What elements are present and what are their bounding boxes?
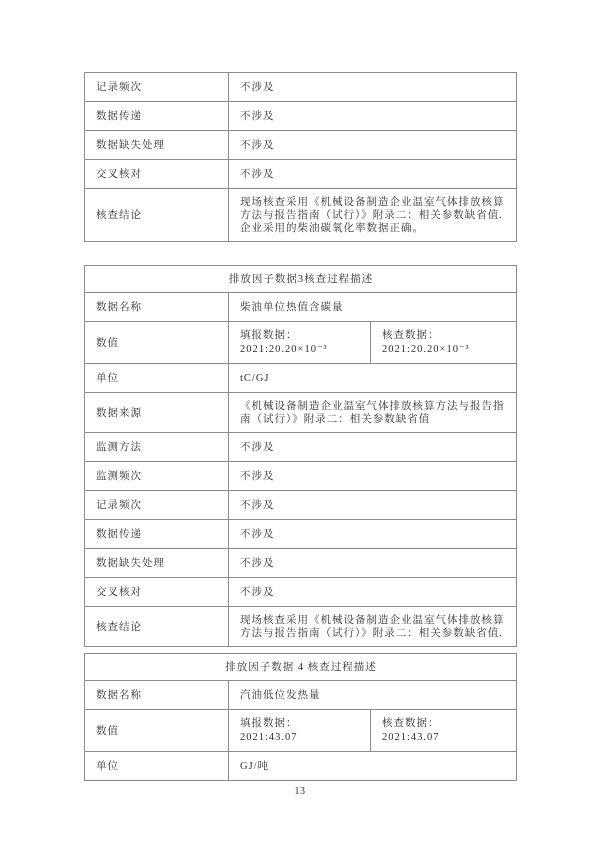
cell-value: 2021:43.07 <box>382 732 440 743</box>
row-value: 不涉及 <box>229 102 517 131</box>
row-label: 记录频次 <box>85 73 229 102</box>
row-label: 单位 <box>85 752 229 781</box>
row-label: 单位 <box>85 364 229 393</box>
table-verification-continued <box>84 72 516 242</box>
table-row <box>85 189 517 242</box>
row-label: 记录频次 <box>85 491 229 520</box>
table-row <box>85 73 517 102</box>
table-emission-factor-data-3 <box>84 265 516 647</box>
row-value: 不涉及 <box>229 549 517 578</box>
table-row <box>85 549 517 578</box>
row-value: 不涉及 <box>229 160 517 189</box>
row-value: 现场核查采用《机械设备制造企业温室气体排放核算方法与报告指南（试行）》附录二：相关参数缺省值.企业采用的柴油碳氧化率数据正确。 <box>229 189 517 242</box>
reported-data-cell <box>229 322 371 364</box>
verification-table-continued <box>84 72 517 242</box>
table-row <box>85 462 517 491</box>
row-label: 数据来源 <box>85 393 229 433</box>
row-label: 数据传递 <box>85 102 229 131</box>
row-value: 汽油低位发热量 <box>229 681 517 710</box>
row-label: 数据名称 <box>85 293 229 322</box>
row-value: 不涉及 <box>229 433 517 462</box>
table-row <box>85 491 517 520</box>
cell-value: 2021:20.20×10⁻³ <box>240 344 328 355</box>
row-label: 数值 <box>85 322 229 364</box>
cell-heading: 填报数据： <box>240 718 298 729</box>
row-value: 不涉及 <box>229 491 517 520</box>
row-label: 核查结论 <box>85 189 229 242</box>
row-value: tC/GJ <box>229 364 517 393</box>
verified-data-cell <box>371 710 517 752</box>
row-label: 数据缺失处理 <box>85 131 229 160</box>
cell-value: 2021:20.20×10⁻³ <box>382 344 470 355</box>
table-row <box>85 364 517 393</box>
row-value: GJ/吨 <box>229 752 517 781</box>
row-value: 不涉及 <box>229 578 517 607</box>
row-label: 数据名称 <box>85 681 229 710</box>
row-label: 数据传递 <box>85 520 229 549</box>
row-value: 不涉及 <box>229 131 517 160</box>
row-value: 不涉及 <box>229 520 517 549</box>
row-label: 数据缺失处理 <box>85 549 229 578</box>
table-row <box>85 710 517 752</box>
emission-factor-data-4 <box>84 653 517 781</box>
table-title: 排放因子数据 4 核查过程描述 <box>85 654 517 681</box>
row-value: 《机械设备制造企业温室气体排放核算方法与报告指南（试行）》附录二：相关参数缺省值 <box>229 393 517 433</box>
row-label: 数值 <box>85 710 229 752</box>
row-value: 不涉及 <box>229 73 517 102</box>
row-label: 交叉核对 <box>85 578 229 607</box>
page-number: 13 <box>294 786 306 797</box>
table-title-row <box>85 266 517 293</box>
table-row <box>85 578 517 607</box>
table-row <box>85 520 517 549</box>
cell-heading: 核查数据： <box>382 718 440 729</box>
table-row <box>85 681 517 710</box>
table-title: 排放因子数据3核查过程描述 <box>85 266 517 293</box>
table-row <box>85 322 517 364</box>
table-row <box>85 131 517 160</box>
table-row <box>85 102 517 131</box>
row-value: 柴油单位热值含碳量 <box>229 293 517 322</box>
table-row <box>85 293 517 322</box>
reported-data-cell <box>229 710 371 752</box>
row-label: 监测频次 <box>85 462 229 491</box>
table-row <box>85 160 517 189</box>
table-row <box>85 393 517 433</box>
cell-heading: 填报数据： <box>240 330 298 341</box>
table-row <box>85 607 517 647</box>
table-row <box>85 433 517 462</box>
emission-factor-data-3 <box>84 265 517 647</box>
row-label: 交叉核对 <box>85 160 229 189</box>
table-emission-factor-data-4 <box>84 653 516 781</box>
row-label: 核查结论 <box>85 607 229 647</box>
row-value: 现场核查采用《机械设备制造企业温室气体排放核算方法与报告指南（试行）》附录二：相关参数缺省值. <box>229 607 517 647</box>
cell-heading: 核查数据： <box>382 330 440 341</box>
row-label: 监测方法 <box>85 433 229 462</box>
table-row <box>85 752 517 781</box>
cell-value: 2021:43.07 <box>240 732 298 743</box>
verified-data-cell <box>371 322 517 364</box>
row-value: 不涉及 <box>229 462 517 491</box>
table-title-row <box>85 654 517 681</box>
